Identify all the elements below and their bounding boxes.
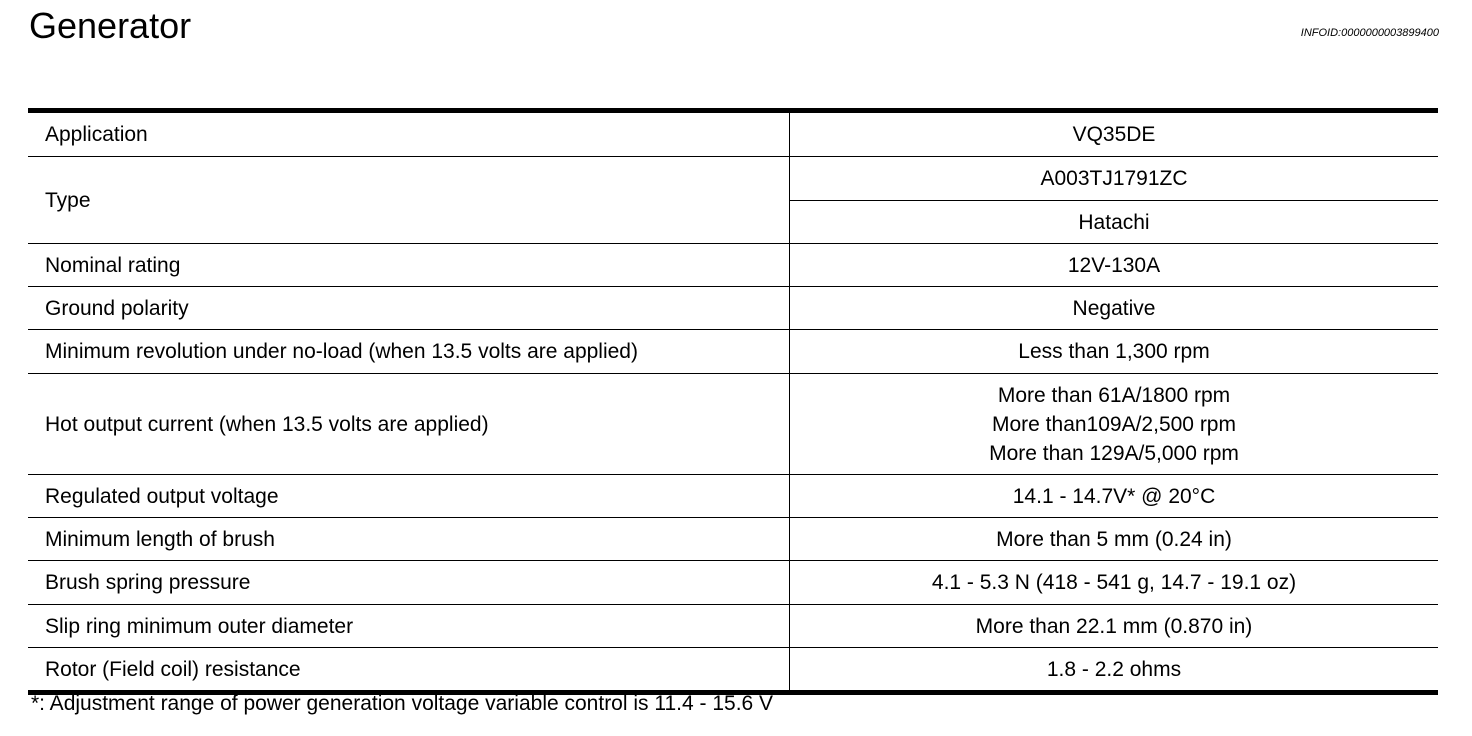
row-value-application: VQ35DE xyxy=(1072,123,1156,146)
table-row xyxy=(28,475,1438,518)
table-row xyxy=(28,648,1438,693)
row-value-slip-ring-diameter: More than 22.1 mm (0.870 in) xyxy=(790,605,1439,648)
table-row xyxy=(28,605,1438,648)
row-label-rotor-resistance: Rotor (Field coil) resistance xyxy=(28,648,790,693)
row-label-minimum-brush-length: Minimum length of brush xyxy=(28,518,790,561)
table-row xyxy=(28,330,1438,374)
row-label-brush-spring-pressure: Brush spring pressure xyxy=(28,561,790,605)
table-row xyxy=(28,287,1438,330)
row-label-ground-polarity: Ground polarity xyxy=(28,287,790,330)
row-label-type: Type xyxy=(28,157,790,244)
footnote: *: Adjustment range of power generation voltage variable control is 11.4 - 15.6 V xyxy=(31,692,774,715)
row-label-slip-ring-diameter: Slip ring minimum outer diameter xyxy=(28,605,790,648)
row-value-minimum-brush-length: More than 5 mm (0.24 in) xyxy=(790,518,1439,561)
row-value-minimum-revolution: Less than 1,300 rpm xyxy=(790,330,1439,374)
table-row xyxy=(28,157,1438,201)
table-row xyxy=(28,374,1438,475)
row-value-rotor-resistance: 1.8 - 2.2 ohms xyxy=(790,648,1439,693)
table-row xyxy=(28,111,1438,157)
row-value-hot-output-current xyxy=(790,374,1439,475)
row-label-application: Application xyxy=(28,111,790,157)
table-row xyxy=(28,561,1438,605)
row-label-minimum-revolution: Minimum revolution under no-load (when 13.5 volts are applied) xyxy=(28,330,790,374)
table-row xyxy=(28,518,1438,561)
spec-table xyxy=(28,108,1438,695)
row-value-regulated-output-voltage: 14.1 - 14.7V* @ 20°C xyxy=(790,475,1439,518)
page-title: Generator xyxy=(29,5,192,46)
row-label-regulated-output-voltage: Regulated output voltage xyxy=(28,475,790,518)
row-label-nominal-rating: Nominal rating xyxy=(28,244,790,287)
row-value-nominal-rating: 12V-130A xyxy=(790,244,1439,287)
row-label-hot-output-current: Hot output current (when 13.5 volts are applied) xyxy=(28,374,790,475)
row-value-ground-polarity: Negative xyxy=(790,287,1439,330)
hot-output-line-3: More than 129A/5,000 rpm xyxy=(989,441,1239,465)
row-value-brush-spring-pressure: 4.1 - 5.3 N (418 - 541 g, 14.7 - 19.1 oz) xyxy=(790,561,1439,605)
row-value-type-manufacturer: Hatachi xyxy=(790,201,1439,244)
hot-output-line-2: More than109A/2,500 rpm xyxy=(992,412,1236,436)
row-value-type-part-number: A003TJ1791ZC xyxy=(790,157,1439,201)
table-row xyxy=(28,244,1438,287)
hot-output-line-1: More than 61A/1800 rpm xyxy=(997,383,1231,407)
info-id: INFOID:0000000003899400 xyxy=(1300,27,1439,39)
